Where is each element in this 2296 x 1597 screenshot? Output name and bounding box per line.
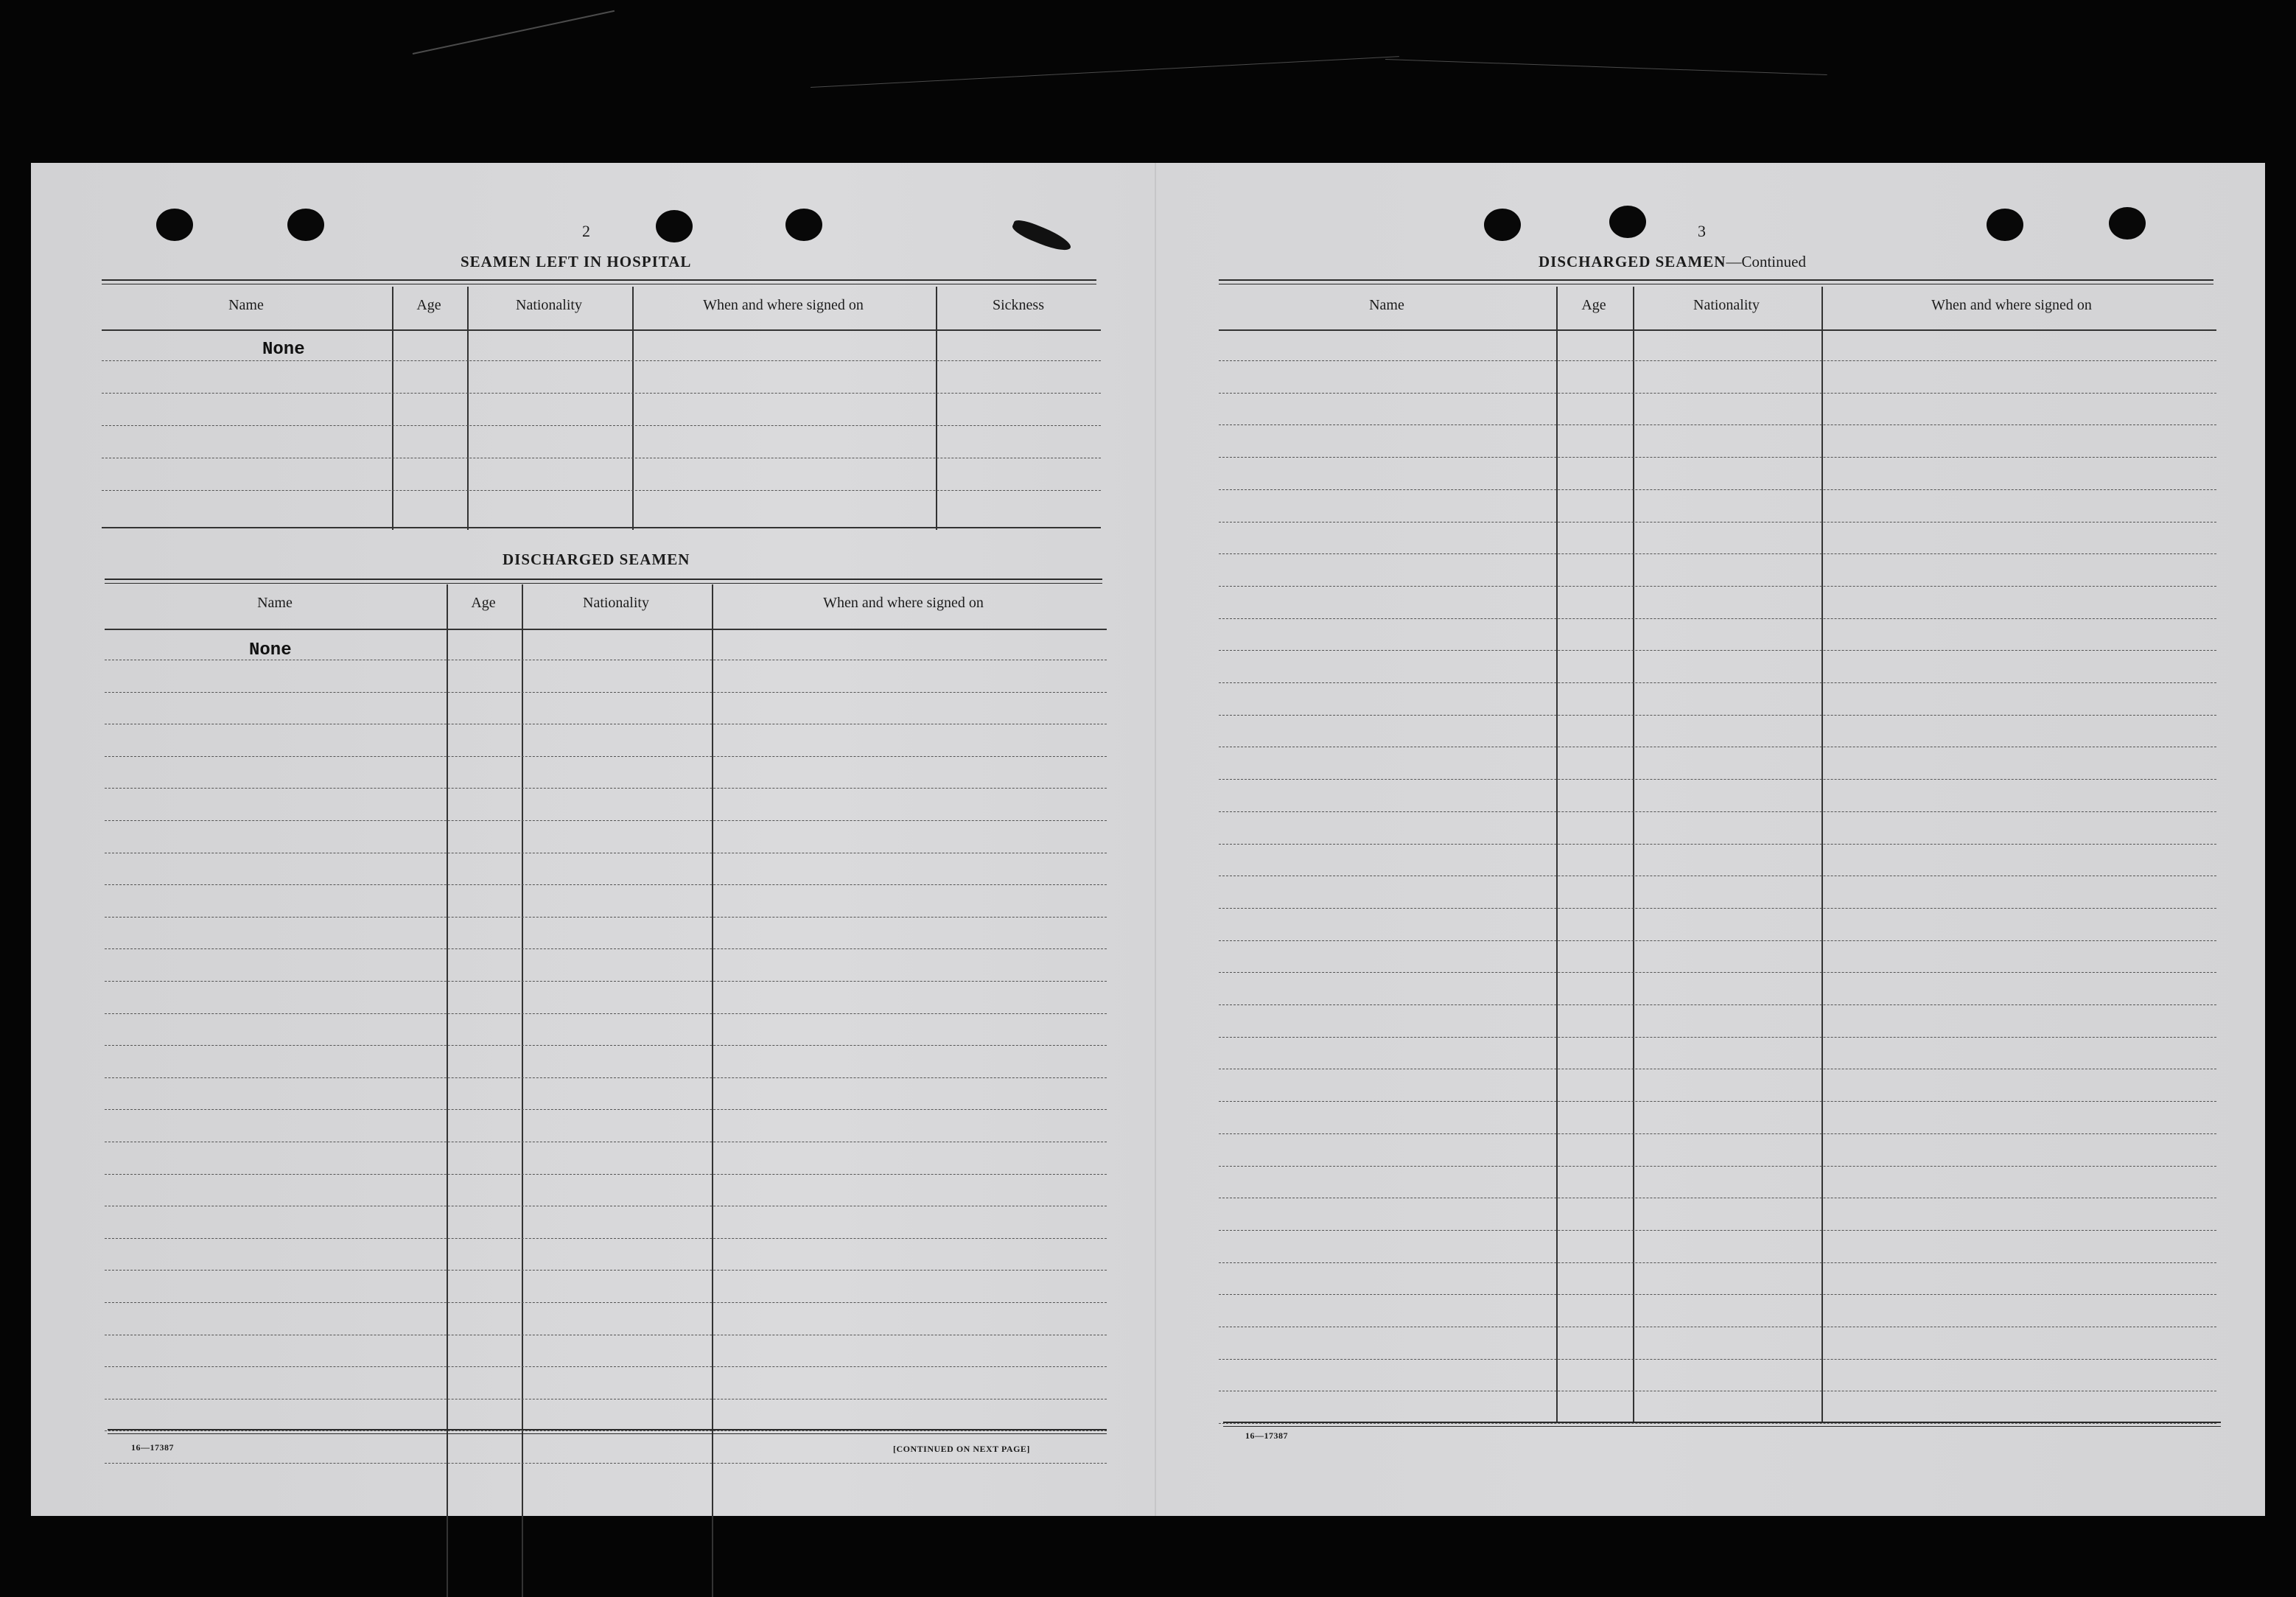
right-title-suffix: —Continued (1726, 253, 1806, 270)
hospital-entry-none: None (262, 340, 305, 360)
row-line (1219, 586, 2216, 587)
row-line (102, 490, 1101, 491)
header-rule (105, 629, 1107, 630)
row-line (105, 917, 1107, 918)
row-line (1219, 1037, 2216, 1038)
row-line (105, 1077, 1107, 1078)
row-line (105, 1366, 1107, 1367)
row-line (1219, 393, 2216, 394)
punch-hole (2109, 207, 2146, 240)
row-line (1219, 1166, 2216, 1167)
row-line (1219, 522, 2216, 523)
hospital-section-title: SEAMEN LEFT IN HOSPITAL (461, 253, 692, 270)
row-line (1219, 1230, 2216, 1231)
row-line (105, 948, 1107, 949)
col-divider (936, 287, 937, 530)
discharged-table-right (1219, 287, 2216, 1422)
row-line (1219, 457, 2216, 458)
row-line (1219, 618, 2216, 619)
discharged-table-left (105, 584, 1107, 1591)
scan-scratch (811, 56, 1399, 88)
row-line (1219, 715, 2216, 716)
row-line (105, 1174, 1107, 1175)
row-line (1219, 1294, 2216, 1295)
scan-scratch (1385, 59, 1827, 75)
ledger-sheet (31, 163, 2265, 1516)
row-line (105, 1430, 1107, 1431)
row-line (102, 425, 1101, 426)
right-page-number: 3 (1698, 222, 1706, 240)
col-divider (712, 584, 713, 1597)
row-line (102, 393, 1101, 394)
right-form-number: 16—17387 (1245, 1430, 1288, 1441)
punch-hole (656, 210, 693, 242)
right-section-title (1539, 253, 1806, 271)
row-line (105, 1270, 1107, 1271)
col-header-nationality: Nationality (583, 595, 649, 611)
col-divider (392, 287, 393, 530)
col-header-name: Name (1369, 297, 1404, 313)
header-rule (1219, 329, 2216, 331)
hospital-table (102, 287, 1101, 530)
bottom-rule (102, 527, 1101, 528)
col-header-signed-on: When and where signed on (703, 297, 864, 313)
col-header-signed-on: When and where signed on (1931, 297, 2092, 313)
col-header-age: Age (1581, 297, 1606, 313)
row-line (1219, 650, 2216, 651)
row-line (105, 1013, 1107, 1014)
row-line (1219, 1359, 2216, 1360)
continued-note: [CONTINUED ON NEXT PAGE] (893, 1444, 1030, 1454)
row-line (1219, 1133, 2216, 1134)
punch-hole (1484, 209, 1521, 241)
row-line (105, 981, 1107, 982)
header-rule (102, 329, 1101, 331)
title-rule (105, 579, 1102, 580)
row-line (1219, 972, 2216, 973)
row-line (1219, 1004, 2216, 1005)
row-line (105, 820, 1107, 821)
row-line (105, 1302, 1107, 1303)
title-rule (1219, 279, 2213, 281)
discharged-entry-none: None (249, 640, 292, 660)
col-header-age: Age (416, 297, 441, 313)
row-line (1219, 779, 2216, 780)
col-header-sickness: Sickness (993, 297, 1044, 313)
row-line (1219, 682, 2216, 683)
col-header-nationality: Nationality (1693, 297, 1760, 313)
row-line (105, 1045, 1107, 1046)
bottom-rule (1223, 1426, 2221, 1427)
ink-blot (1010, 217, 1074, 255)
row-line (1219, 811, 2216, 812)
col-divider (467, 287, 469, 530)
discharged-section-title: DISCHARGED SEAMEN (503, 551, 690, 568)
row-line (105, 1238, 1107, 1239)
row-line (1219, 424, 2216, 425)
bottom-rule (108, 1433, 1107, 1434)
row-line (1219, 844, 2216, 845)
col-header-nationality: Nationality (516, 297, 582, 313)
bottom-rule (1223, 1422, 2221, 1423)
punch-hole (287, 209, 324, 241)
right-title-main: DISCHARGED SEAMEN (1539, 253, 1726, 270)
col-header-signed-on: When and where signed on (823, 595, 984, 611)
row-line (102, 360, 1101, 361)
center-fold (1155, 163, 1156, 1516)
row-line (1219, 1423, 2216, 1424)
title-rule (102, 279, 1096, 281)
row-line (1219, 908, 2216, 909)
row-line (105, 788, 1107, 789)
left-form-number: 16—17387 (131, 1442, 174, 1453)
row-line (1219, 553, 2216, 554)
punch-hole (1609, 206, 1646, 238)
row-line (105, 1109, 1107, 1110)
punch-hole (1987, 209, 2023, 241)
col-header-age: Age (471, 595, 496, 611)
row-line (1219, 360, 2216, 361)
row-line (105, 692, 1107, 693)
row-line (1219, 1262, 2216, 1263)
row-line (105, 884, 1107, 885)
punch-hole (156, 209, 193, 241)
row-line (105, 1463, 1107, 1464)
row-line (1219, 489, 2216, 490)
row-line (105, 756, 1107, 757)
row-line (1219, 1101, 2216, 1102)
scan-scratch (413, 10, 615, 55)
title-rule (105, 583, 1102, 584)
col-divider (447, 584, 448, 1597)
bottom-rule (108, 1429, 1107, 1430)
col-header-name: Name (228, 297, 264, 313)
punch-hole (785, 209, 822, 241)
col-divider (632, 287, 634, 530)
col-divider (522, 584, 523, 1597)
col-header-name: Name (257, 595, 293, 611)
left-page-number: 2 (582, 222, 590, 240)
row-line (1219, 940, 2216, 941)
